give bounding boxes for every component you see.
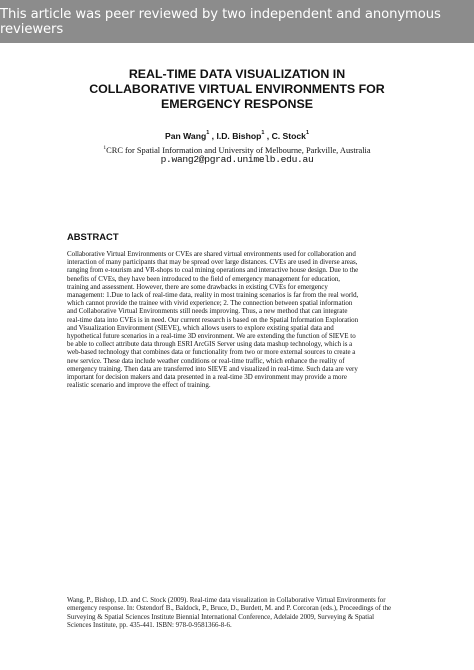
abstract-body [67, 250, 412, 389]
abstract-line: and Collaborative Virtual Environments still needs improving. Thus, a new method that can integrate [67, 307, 348, 316]
abstract-line: benefits of CVEs, they have been introduced to the field of emergency management for education, [67, 274, 341, 283]
abstract-line: web-based technology that combines data or functionality from two or more external sources to create a [67, 348, 356, 357]
abstract-line: hypothetical future scenarios in a real-time 3D environment. We are extending the function of SIEVE to [67, 332, 356, 341]
abstract-line: ranging from e-tourism and VR-shops to coal mining operations and interactive house design. Due to the [67, 266, 359, 275]
affiliation-text: CRC for Spatial Information and University of Melbourne, Parkville, Australia [106, 146, 371, 155]
abstract-line: new service. These data include weather conditions or real-time traffic, which enhance the reality of [67, 356, 345, 365]
abstract-line: Collaborative Virtual Environments or CVEs are shared virtual environments used for collaboration and [67, 250, 356, 258]
abstract-heading: ABSTRACT [67, 231, 119, 242]
abstract-line: emergency training. Then data are transferred into SIEVE and visualized in real-time. Such data are very [67, 364, 358, 373]
author-list [0, 127, 474, 142]
author-email: p.wang2@pgrad.unimelb.edu.au [160, 154, 314, 165]
title-line: EMERGENCY RESPONSE [161, 97, 313, 111]
peer-review-banner [0, 0, 474, 43]
affiliation-mark: 1 [103, 145, 107, 151]
abstract-line: interaction of many participants that may be spread over large distances. CVEs are used in diverse areas, [67, 258, 358, 267]
citation-footer [67, 596, 412, 629]
citation-line: Wang, P., Bishop, I.D. and C. Stock (2009). Real-time data visualization in Collaborative Virtual Environments for [67, 596, 386, 604]
citation-line: emergency response. In: Ostendorf B., Baldock, P., Bruce, D., Burdett, M. and P. Corcoran (eds.), Proceedings of the [67, 604, 392, 613]
abstract-line: and Visualization Environment (SIEVE), which allows users to explore existing spatial data and [67, 323, 334, 332]
author-separator: , [264, 131, 272, 141]
abstract-line: be able to collect attribute data through ESRI ArcGIS Server using data mashup technology, which is a [67, 340, 353, 349]
author-name: Pan Wang [164, 131, 207, 141]
abstract-line: training and assessment. However, there are some drawbacks in existing CVEs for emergency [67, 282, 328, 291]
abstract-line: real-time data into CVEs is in need. Our current research is based on the Spatial Information Exploration [67, 315, 359, 324]
author-separator: , [209, 131, 217, 141]
citation-line: Sciences Institute, pp. 435-441. ISBN: 978-0-9581366-8-6. [67, 620, 232, 629]
author-affiliation-mark: 1 [261, 130, 265, 136]
author-affiliation-mark: 1 [206, 130, 210, 136]
title-line: COLLABORATIVE VIRTUAL ENVIRONMENTS FOR [89, 82, 385, 96]
citation-line: Surveying & Spatial Sciences Institute Biennial International Conference, Adelaide 2009, Surveying & Spatial [67, 612, 375, 621]
paper-title [40, 67, 434, 112]
abstract-line: realistic scenario and improve the effect of training. [67, 381, 211, 390]
banner-text: This article was peer reviewed by two independent and anonymous reviewers [0, 6, 441, 37]
author-name: C. Stock [271, 131, 306, 141]
abstract-line: management: 1.Due to lack of real-time data, reality in most training scenarios is far from the real world, [67, 291, 359, 300]
title-line: REAL-TIME DATA VISUALIZATION IN [128, 67, 346, 81]
abstract-line: which cannot provide the trainee with vivid experience; 2. The connection between spatial information [67, 299, 353, 308]
abstract-line: important for decision makers and data presented in a real-time 3D environment may provide a more [67, 373, 347, 382]
author-affiliation-mark: 1 [305, 130, 310, 136]
author-name: I.D. Bishop [216, 131, 262, 141]
